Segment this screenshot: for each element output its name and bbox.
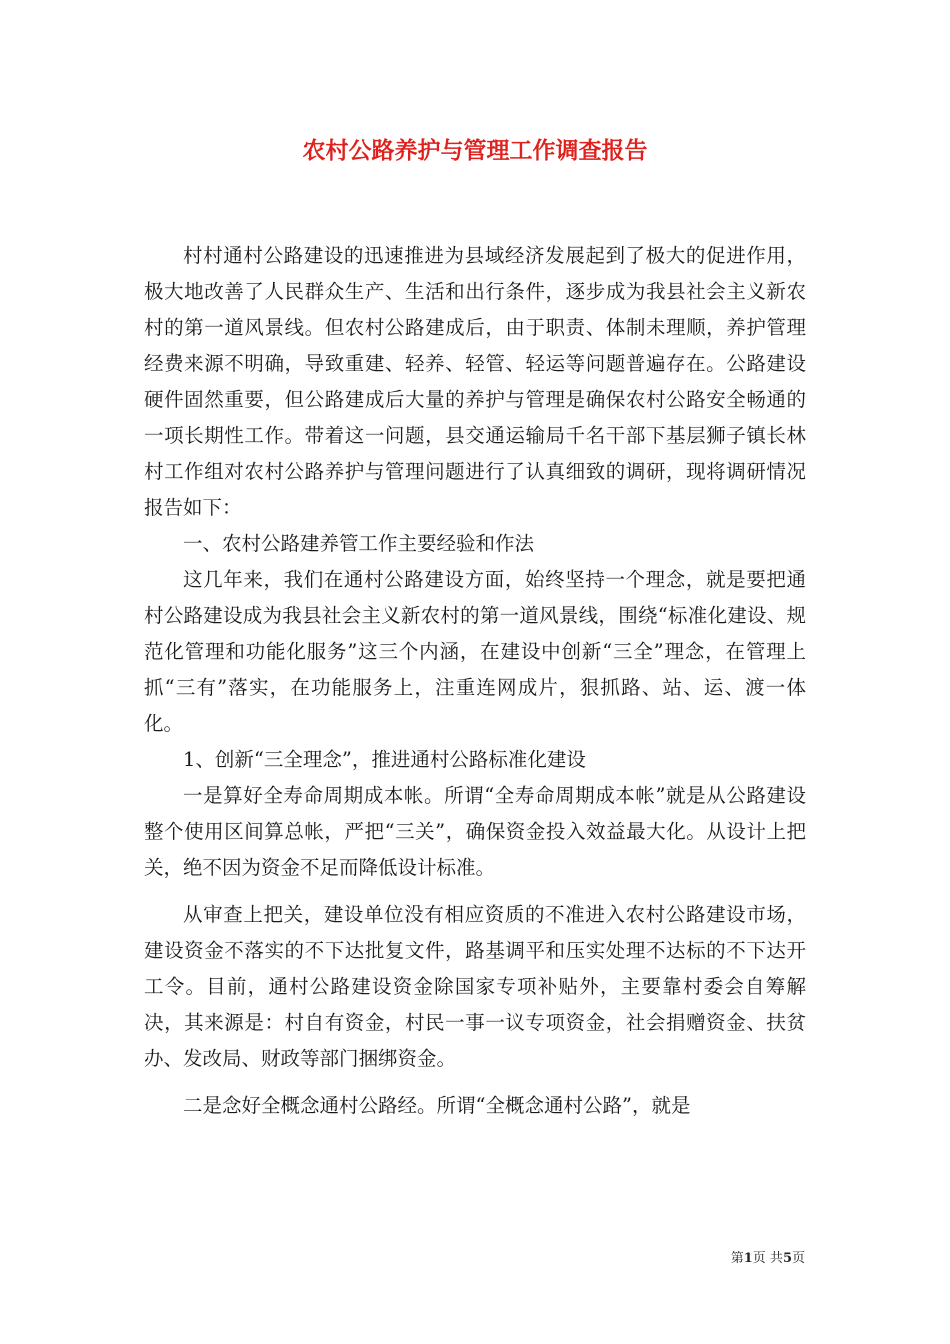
document-title: 农村公路养护与管理工作调查报告: [302, 137, 648, 164]
paragraph-intro: 村村通村公路建设的迅速推进为县域经济发展起到了极大的促进作用，极大地改善了人民群众生产、生活和出行条件，逐步成为我县社会主义新农村的第一道风景线。但农村公路建成后，由于职责、体制未理顺，养护管理经费来源不明确，导致重建、轻养、轻管、轻运等问题普遍存在。公路建设硬件固然重要，但公路建成后大量的养护与管理是确保农村公路安全畅通的一项长期性工作。带着这一问题，县交通运输局千名干部下基层狮子镇长林村工作组对农村公路养护与管理问题进行了认真细致的调研，现将调研情况报告如下：: [144, 244, 806, 519]
footer-total-pages: 5: [782, 1251, 792, 1266]
page-number-footer: [731, 1250, 805, 1268]
paragraph-concept: 这几年来，我们在通村公路建设方面，始终坚持一个理念，就是要把通村公路建设成为我县社会主义新农村的第一道风景线，围绕“标准化建设、规范化管理和功能化服务”这三个内涵，在建设中创新“三全”理念，在管理上抓“三有”落实，在功能服务上，注重连网成片，狠抓路、站、运、渡一体化。: [144, 568, 806, 735]
section-heading-1: 一、农村公路建养管工作主要经验和作法: [183, 532, 535, 555]
paragraph-review-check: 从审查上把关，建设单位没有相应资质的不准进入农村公路建设市场，建设资金不落实的不下达批复文件，路基调平和压实处理不达标的不下达开工令。目前，通村公路建设资金除国家专项补贴外，主要靠村委会自筹解决，其来源是：村自有资金，村民一事一议专项资金，社会捐赠资金、扶贫办、发改局、财政等部门捆绑资金。: [144, 903, 806, 1070]
subsection-heading-1: 1、创新“三全理念”，推进通村公路标准化建设: [183, 748, 586, 771]
footer-middle: 页 共: [752, 1251, 783, 1266]
paragraph-full-concept: 二是念好全概念通村公路经。所谓“全概念通村公路”，就是: [183, 1094, 691, 1117]
footer-prefix: 第: [730, 1251, 744, 1266]
footer-current-page: 1: [743, 1251, 753, 1266]
footer-suffix: 页: [791, 1251, 805, 1266]
paragraph-lifecycle-cost: 一是算好全寿命周期成本帐。所谓“全寿命周期成本帐”就是从公路建设整个使用区间算总帐，严把“三关”，确保资金投入效益最大化。从设计上把关，绝不因为资金不足而降低设计标准。: [144, 784, 806, 879]
document-body: [144, 238, 806, 1124]
